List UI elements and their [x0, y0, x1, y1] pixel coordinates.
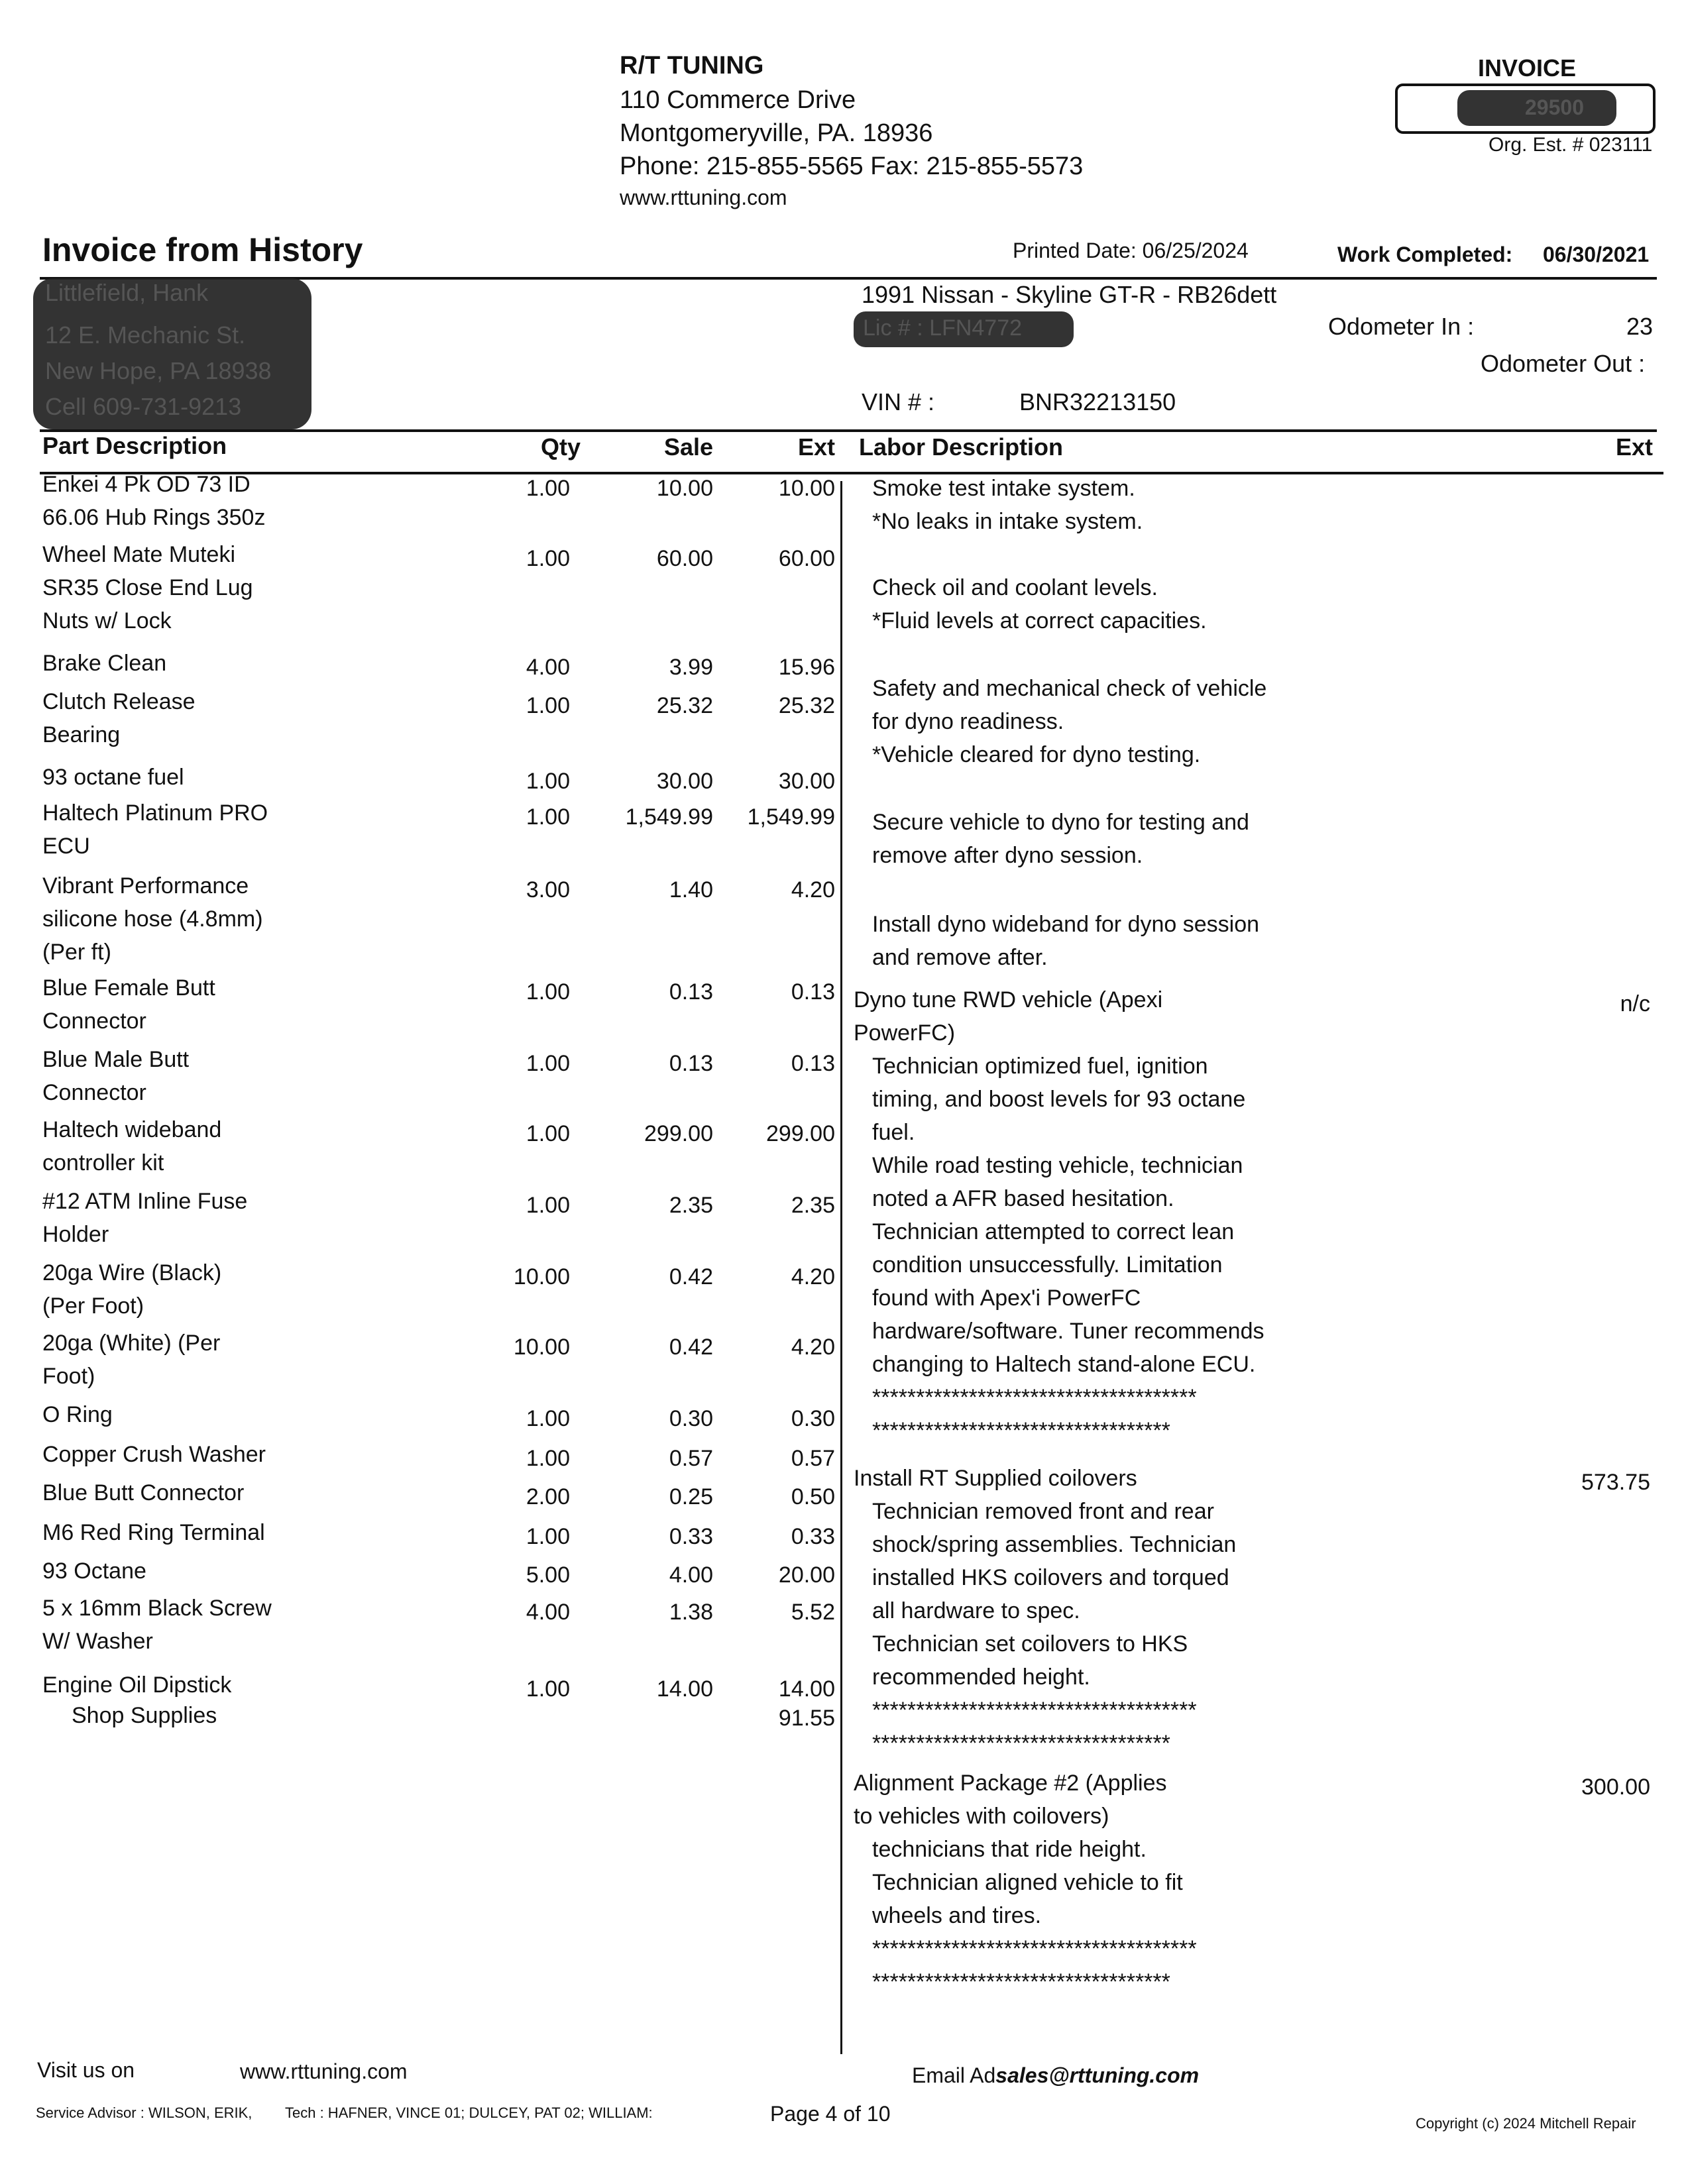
copyright: Copyright (c) 2024 Mitchell Repair	[1416, 2115, 1636, 2132]
part-description: 20ga (White) (Per Foot)	[42, 1331, 221, 1389]
part-qty: 5.00	[526, 1562, 570, 1588]
part-ext: 0.30	[791, 1406, 835, 1431]
part-description: Blue Butt Connector	[42, 1480, 245, 1505]
work-completed-date: 06/30/2021	[1543, 243, 1650, 266]
part-ext: 25.32	[778, 693, 835, 718]
footer-visit-label: Visit us on	[37, 2058, 135, 2082]
shop-name: R/T TUNING	[620, 52, 764, 80]
part-ext: 5.52	[791, 1600, 835, 1625]
part-sale: 1,549.99	[625, 804, 713, 830]
part-ext: 20.00	[778, 1562, 835, 1588]
part-description: Haltech Platinum PRO ECU	[42, 800, 268, 859]
part-sale: 30.00	[656, 769, 713, 794]
labor-ext: 573.75	[1581, 1470, 1650, 1495]
part-sale: 3.99	[669, 655, 713, 680]
part-qty: 1.00	[526, 1676, 570, 1702]
part-qty: 2.00	[526, 1484, 570, 1509]
part-ext: 60.00	[778, 546, 835, 571]
col-ext: Ext	[797, 433, 835, 461]
part-ext: 0.57	[791, 1446, 835, 1471]
vin-label: VIN # :	[862, 388, 935, 415]
part-sale: 0.57	[669, 1446, 713, 1471]
part-qty: 10.00	[513, 1335, 570, 1360]
vehicle-divider	[40, 429, 1657, 432]
part-qty: 1.00	[526, 1446, 570, 1471]
footer-email-prefix: Email Ad	[912, 2063, 996, 2087]
part-sale: 25.32	[656, 693, 713, 718]
part-ext: 0.50	[791, 1484, 835, 1509]
col-labor-ext: Ext	[1615, 433, 1653, 461]
invoice-number-box	[1395, 83, 1656, 134]
footer-email: sales@rttuning.com	[995, 2063, 1200, 2087]
col-sale: Sale	[663, 433, 713, 461]
part-qty: 4.00	[526, 655, 570, 680]
page-number: Page 4 of 10	[770, 2102, 891, 2126]
part-description: Haltech wideband controller kit	[42, 1117, 222, 1175]
part-qty: 1.00	[526, 1193, 570, 1218]
part-qty: 1.00	[526, 769, 570, 794]
labor-ext: 300.00	[1581, 1774, 1650, 1800]
part-description: #12 ATM Inline Fuse Holder	[42, 1189, 248, 1247]
part-description: 5 x 16mm Black Screw W/ Washer	[42, 1596, 272, 1654]
part-sale: 0.30	[669, 1406, 713, 1431]
part-sale: 1.38	[669, 1600, 713, 1625]
col-part-description: Part Description	[42, 432, 227, 459]
invoice-number: 29500	[1525, 95, 1584, 119]
technicians: Tech : HAFNER, VINCE 01; DULCEY, PAT 02; WILLIAM:	[285, 2104, 653, 2121]
part-description: Vibrant Performance silicone hose (4.8mm) (Per ft)	[42, 873, 263, 965]
part-description: 93 octane fuel	[42, 765, 184, 790]
part-ext: 0.33	[791, 1524, 835, 1549]
part-description: Blue Male Butt Connector	[42, 1047, 190, 1105]
shop-website: www.rttuning.com	[620, 186, 787, 209]
labor-title: Dyno tune RWD vehicle (Apexi PowerFC)	[854, 987, 1163, 1046]
part-ext: 14.00	[778, 1676, 835, 1702]
column-separator	[840, 481, 842, 2054]
part-qty: 1.00	[526, 1406, 570, 1431]
part-qty: 1.00	[526, 804, 570, 830]
part-qty: 1.00	[526, 693, 570, 718]
part-description: Blue Female Butt Connector	[42, 975, 215, 1034]
labor-description: technicians that ride height. Technician aligned vehicle to fit wheels and tires. ************************************* **********************************	[872, 1837, 1197, 1994]
shop-supplies-label: Shop Supplies	[72, 1703, 217, 1728]
part-ext: 4.20	[791, 1264, 835, 1289]
printed-date: Printed Date: 06/25/2024	[1013, 239, 1249, 262]
part-description: M6 Red Ring Terminal	[42, 1520, 265, 1545]
labor-description: Safety and mechanical check of vehicle for dyno readiness. *Vehicle cleared for dyno testing.	[872, 676, 1267, 767]
labor-ext: n/c	[1620, 991, 1650, 1016]
part-qty: 1.00	[526, 1524, 570, 1549]
odometer-in-value: 23	[1626, 313, 1653, 340]
part-description: 93 Octane	[42, 1558, 146, 1584]
part-sale: 14.00	[656, 1676, 713, 1702]
customer-street: 12 E. Mechanic St.	[45, 321, 246, 349]
part-ext: 2.35	[791, 1193, 835, 1218]
labor-description: Secure vehicle to dyno for testing and remove after dyno session.	[872, 810, 1249, 868]
labor-description: Check oil and coolant levels. *Fluid levels at correct capacities.	[872, 575, 1207, 633]
part-ext: 4.20	[791, 1335, 835, 1360]
labor-title: Install RT Supplied coilovers	[854, 1466, 1137, 1491]
page-title: Invoice from History	[42, 231, 363, 268]
part-sale: 10.00	[656, 476, 713, 501]
customer-city: New Hope, PA 18938	[45, 357, 272, 384]
part-ext: 299.00	[766, 1121, 835, 1146]
shop-address-line2: Montgomeryville, PA. 18936	[620, 119, 933, 147]
part-sale: 0.33	[669, 1524, 713, 1549]
work-completed-label: Work Completed:	[1337, 243, 1513, 266]
part-description: Clutch Release Bearing	[42, 689, 196, 747]
part-description: Engine Oil Dipstick	[42, 1672, 232, 1698]
part-sale: 1.40	[669, 877, 713, 902]
footer-email-label	[912, 2063, 1199, 2088]
part-qty: 1.00	[526, 1121, 570, 1146]
service-advisor: Service Advisor : WILSON, ERIK,	[36, 2104, 253, 2121]
labor-description: Technician removed front and rear shock/spring assemblies. Technician installed HKS coilovers and torqued all hardware to spec. Technician set coilovers to HKS recommended height. ************************************* **********************************	[872, 1499, 1237, 1756]
part-description: 20ga Wire (Black) (Per Foot)	[42, 1260, 222, 1319]
part-qty: 1.00	[526, 1051, 570, 1076]
part-ext: 30.00	[778, 769, 835, 794]
part-ext: 15.96	[778, 655, 835, 680]
original-estimate-number: Org. Est. # 023111	[1489, 134, 1653, 156]
shop-supplies-ext: 91.55	[778, 1706, 835, 1731]
part-qty: 3.00	[526, 877, 570, 902]
part-ext: 4.20	[791, 877, 835, 902]
part-sale: 4.00	[669, 1562, 713, 1588]
shop-address-line1: 110 Commerce Drive	[620, 86, 856, 114]
customer-cell: Cell 609-731-9213	[45, 393, 242, 420]
invoice-label: INVOICE	[1478, 54, 1577, 82]
shop-phone-fax: Phone: 215-855-5565 Fax: 215-855-5573	[620, 152, 1084, 180]
odometer-in-label: Odometer In :	[1328, 313, 1475, 340]
part-sale: 0.42	[669, 1335, 713, 1360]
part-description: Wheel Mate Muteki SR35 Close End Lug Nuts w/ Lock	[42, 542, 253, 633]
labor-title: Alignment Package #2 (Applies to vehicles with coilovers)	[854, 1771, 1167, 1829]
part-ext: 0.13	[791, 1051, 835, 1076]
part-description: Brake Clean	[42, 651, 167, 676]
part-sale: 0.13	[669, 979, 713, 1005]
part-qty: 1.00	[526, 476, 570, 501]
part-qty: 4.00	[526, 1600, 570, 1625]
part-description: Enkei 4 Pk OD 73 ID 66.06 Hub Rings 350z	[42, 472, 266, 530]
footer-visit-url: www.rttuning.com	[240, 2059, 408, 2083]
vin-value: BNR32213150	[1019, 388, 1176, 415]
part-qty: 1.00	[526, 546, 570, 571]
labor-description: Install dyno wideband for dyno session and remove after.	[872, 912, 1260, 970]
labor-description: Technician optimized fuel, ignition timing, and boost levels for 93 octane fuel. While road testing vehicle, technician noted a AFR based hesitation. Technician attempted to correct lean condition unsuccessfully. Limitation found with Apex'i PowerFC hardware/software. Tuner recommends changing to Haltech stand-alone ECU. ************************************* **********************************	[872, 1054, 1264, 1443]
part-qty: 10.00	[513, 1264, 570, 1289]
part-qty: 1.00	[526, 979, 570, 1005]
part-ext: 0.13	[791, 979, 835, 1005]
part-sale: 0.42	[669, 1264, 713, 1289]
part-sale: 60.00	[656, 546, 713, 571]
col-qty: Qty	[540, 433, 581, 461]
part-description: Copper Crush Washer	[42, 1442, 266, 1467]
part-sale: 299.00	[644, 1121, 713, 1146]
part-ext: 10.00	[778, 476, 835, 501]
vehicle-description: 1991 Nissan - Skyline GT-R - RB26dett	[862, 281, 1277, 308]
part-ext: 1,549.99	[747, 804, 835, 830]
part-sale: 0.13	[669, 1051, 713, 1076]
customer-name: Littlefield, Hank	[45, 279, 209, 306]
part-sale: 0.25	[669, 1484, 713, 1509]
col-labor-description: Labor Description	[859, 433, 1064, 461]
labor-description: Smoke test intake system. *No leaks in intake system.	[872, 476, 1143, 534]
vehicle-license: Lic # : LFN4772	[863, 315, 1023, 341]
part-sale: 2.35	[669, 1193, 713, 1218]
odometer-out-label: Odometer Out :	[1481, 350, 1646, 377]
part-description: O Ring	[42, 1402, 113, 1427]
